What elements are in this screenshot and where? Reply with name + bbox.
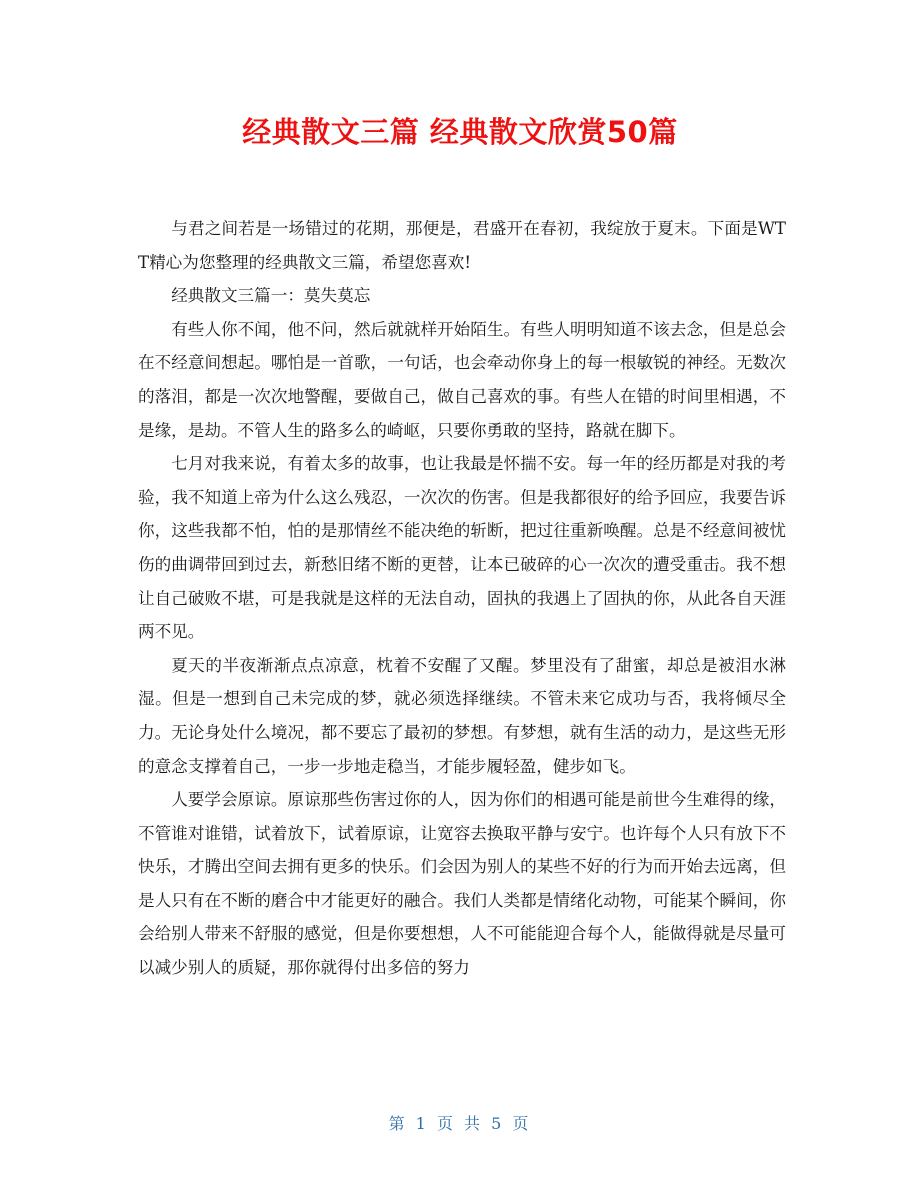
section-heading: 经典散文三篇一：莫失莫忘 — [171, 286, 371, 306]
document-title: 经典散文三篇 经典散文欣赏50篇 — [242, 115, 678, 149]
paragraph-2: 七月对我来说，有着太多的故事，也让我最是怀揣不安。每一年的经历都是对我的考验，我不知道上帝为什么这么残忍，一次次的伤害。但是我都很好的给予回应，我要告诉你，这些我都不怕，怕的是那情丝不能决绝的斩断，把过往重新唤醒。总是不经意间被忧伤的曲调带回到过去，新愁旧绪不断的更替，让本已破碎的心一次次的遭受重击。我不想让自己破败不堪，可是我就是这样的无法自动，固执的我遇上了固执的你，从此各自天涯两不见。 — [138, 454, 786, 642]
paragraph-3: 夏天的半夜渐渐点点凉意，枕着不安醒了又醒。梦里没有了甜蜜，却总是被泪水淋湿。但是一想到自己未完成的梦，就必须选择继续。不管未来它成功与否，我将倾尽全力。无论身处什么境况，都不要忘了最初的梦想。有梦想，就有生活的动力，是这些无形的意念支撑着自己，一步一步地走稳当，才能步履轻盈，健步如飞。 — [138, 655, 786, 776]
page-number-footer: 第 1 页 共 5 页 — [388, 1114, 532, 1133]
paragraph-4: 人要学会原谅。原谅那些伤害过你的人，因为你们的相遇可能是前世今生难得的缘，不管谁对谁错，试着放下，试着原谅，让宽容去换取平静与安宁。也许每个人只有放下不快乐，才腾出空间去拥有更多的快乐。们会因为别人的某些不好的行为而开始去远离，但是人只有在不断的磨合中才能更好的融合。我们人类都是情绪化动物，可能某个瞬间，你会给别人带来不舒服的感觉，但是你要想想，人不可能能迎合每个人，能做得就是尽量可以减少别人的质疑，那你就得付出多倍的努力 — [138, 790, 786, 978]
document-body — [138, 212, 786, 985]
paragraph-intro: 与君之间若是一场错过的花期，那便是，君盛开在春初，我绽放于夏末。下面是WTT精心为您整理的经典散文三篇，希望您喜欢! — [138, 219, 786, 272]
paragraph-1: 有些人你不闻，他不问，然后就就样开始陌生。有些人明明知道不该去念，但是总会在不经意间想起。哪怕是一首歌，一句话，也会牵动你身上的每一根敏锐的神经。无数次的落泪，都是一次次地警醒，要做自己，做自己喜欢的事。有些人在错的时间里相遇，不是缘，是劫。不管人生的路多么的崎岖，只要你勇敢的坚持，路就在脚下。 — [138, 319, 786, 440]
